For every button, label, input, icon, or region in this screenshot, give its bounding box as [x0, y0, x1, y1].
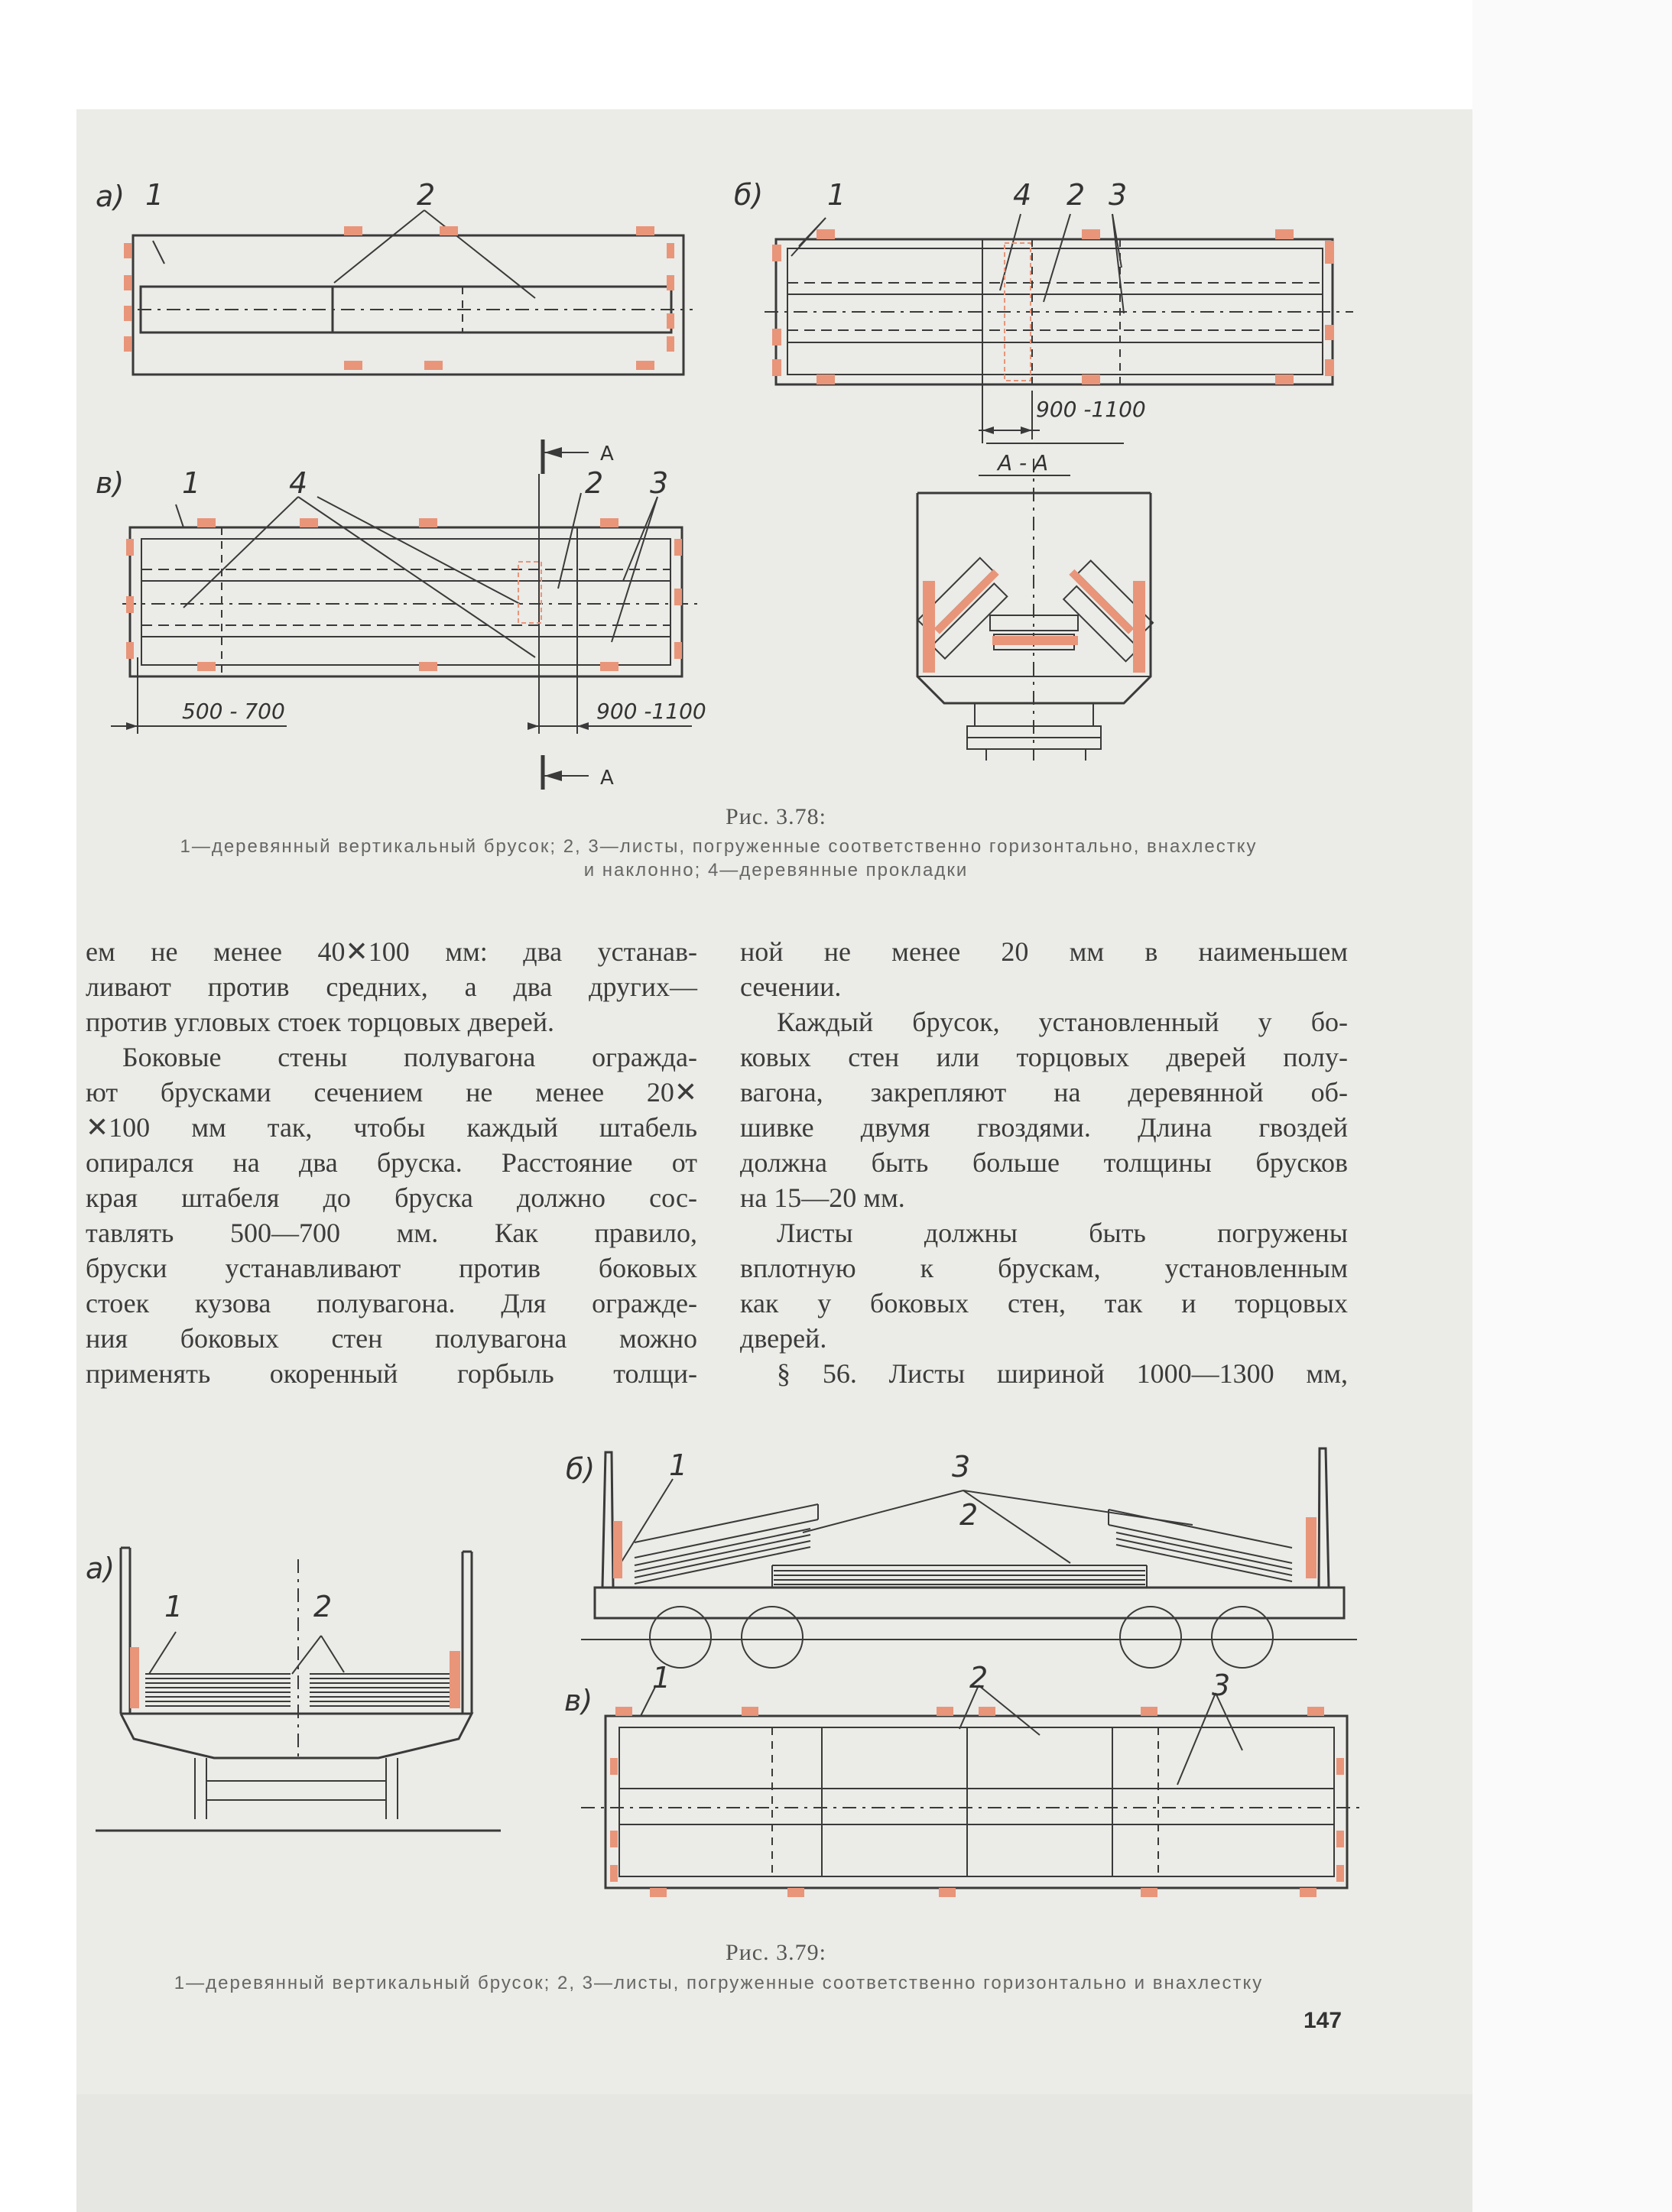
text-line: края штабеля до бруска должно сос-	[86, 1182, 697, 1213]
text-line: ния боковых стен полувагона можно	[86, 1323, 697, 1354]
fig78-section-marker-top: А	[600, 443, 614, 465]
text-line: против угловых стоек торцовых дверей.	[86, 1007, 555, 1037]
fig78-section-title: А - А	[998, 450, 1049, 475]
text-line: бруски устанавливают против боковых	[86, 1253, 697, 1283]
fig78-v-callout-4: 4	[289, 466, 308, 500]
fig78-b-callout-4: 4	[1013, 178, 1032, 212]
text-line: Листы должны быть погружены	[777, 1218, 1348, 1248]
text-line: ковых стен или торцовых дверей полу-	[740, 1042, 1348, 1072]
fig78-caption-line1: 1—деревянный вертикальный брусок; 2, 3—листы, погруженные соответственно горизонтально, внахлестку	[180, 836, 1258, 857]
fig79-b-letter: б)	[566, 1452, 596, 1486]
fig79-a-letter: а)	[86, 1552, 115, 1585]
text-line: на 15—20 мм.	[740, 1182, 905, 1213]
fig79-v-callout-1: 1	[652, 1661, 671, 1695]
text-line: ✕100 мм так, чтобы каждый штабель	[86, 1112, 697, 1143]
fig78-v-callout-2: 2	[585, 466, 604, 500]
fig78-v-callout-3: 3	[650, 466, 669, 500]
fig78-a-callout-1: 1	[145, 178, 164, 212]
text-column-left	[86, 934, 697, 1391]
fig79-v-callout-3: 3	[1212, 1669, 1231, 1702]
text-line: шивке двумя гвоздями. Длина гвоздей	[740, 1112, 1348, 1143]
fig78-caption-line2: и наклонно; 4—деревянные прокладки	[583, 860, 969, 881]
text-line: ем не менее 40✕100 мм: два устанав-	[86, 936, 697, 967]
fig78-caption-number: Рис. 3.78:	[726, 804, 826, 829]
page-number: 147	[1304, 2008, 1342, 2033]
text-line: опирался на два бруска. Расстояние от	[86, 1147, 697, 1178]
fig78-v-letter: в)	[96, 466, 125, 500]
text-line: стоек кузова полувагона. Для огражде-	[86, 1288, 697, 1318]
text-line: ливают против средних, а два других—	[86, 971, 697, 1002]
fig79-a-callout-2: 2	[313, 1590, 333, 1623]
text-line: должна быть больше толщины брусков	[740, 1147, 1348, 1178]
fig78-b-letter: б)	[734, 178, 764, 212]
text-line: дверей.	[740, 1323, 827, 1354]
fig78-a-callout-2: 2	[417, 178, 436, 212]
text-line: Каждый брусок, установленный у бо-	[777, 1007, 1348, 1037]
fig78-b-callout-2: 2	[1067, 178, 1086, 212]
text-line: ют брусками сечением не менее 20✕	[86, 1077, 697, 1108]
text-line: сечении.	[740, 971, 842, 1002]
fig79-b-callout-1: 1	[669, 1448, 688, 1482]
text-line: применять окоренный горбыль толщи-	[86, 1358, 697, 1389]
text-line: вплотную к брускам, установленным	[740, 1253, 1348, 1283]
text-line: как у боковых стен, так и торцовых	[740, 1288, 1348, 1318]
fig78-b-dimension: 900 -1100	[1036, 397, 1146, 422]
fig79-v-callout-2: 2	[969, 1661, 989, 1695]
fig79-v-letter: в)	[564, 1684, 593, 1717]
fig78-v-dim-right: 900 -1100	[596, 699, 706, 724]
fig78-b-callout-3: 3	[1109, 178, 1128, 212]
fig78-b-callout-1: 1	[827, 178, 846, 212]
fig79-a-callout-1: 1	[164, 1590, 183, 1623]
text-line: тавлять 500—700 мм. Как правило,	[86, 1218, 697, 1248]
text-line: § 56. Листы шириной 1000—1300 мм,	[777, 1358, 1348, 1389]
fig78-v-dim-left: 500 - 700	[182, 699, 285, 724]
text-line: Боковые стены полувагона огражда-	[122, 1042, 697, 1072]
fig79-caption-number: Рис. 3.79:	[726, 1940, 826, 1965]
fig79-b-callout-2: 2	[959, 1498, 979, 1532]
text-column-right	[740, 934, 1348, 1391]
fig79-b-callout-3: 3	[952, 1450, 971, 1484]
fig78-section-marker-bottom: А	[600, 767, 614, 790]
text-line: вагона, закрепляют на деревянной об-	[740, 1077, 1348, 1108]
text-line: ной не менее 20 мм в наименьшем	[740, 936, 1348, 967]
fig78-a-letter: а)	[96, 180, 125, 213]
fig79-caption-line1: 1—деревянный вертикальный брусок; 2, 3—листы, погруженные соответственно горизонтально и внахлестку	[174, 1973, 1264, 1993]
fig78-v-callout-1: 1	[182, 466, 201, 500]
